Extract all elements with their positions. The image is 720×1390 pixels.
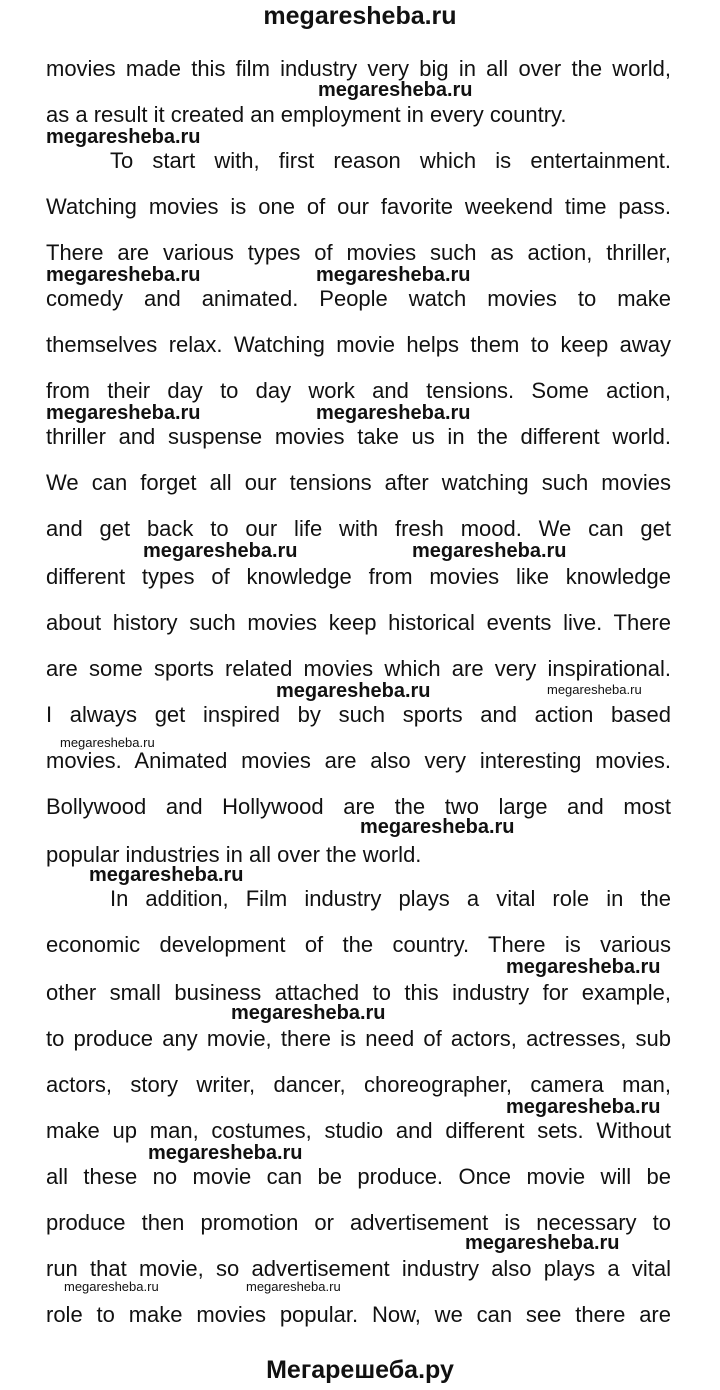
text-line: economic development of the country. There is various [46, 932, 671, 957]
watermark: megaresheba.ru [46, 402, 201, 424]
site-footer: Мегарешеба.ру [266, 1356, 454, 1384]
watermark: megaresheba.ru [316, 264, 471, 286]
watermark: megaresheba.ru [465, 1232, 620, 1254]
text-line: themselves relax. Watching movie helps them to keep away [46, 332, 671, 357]
watermark: megaresheba.ru [46, 126, 201, 148]
watermark: megaresheba.ru [506, 1096, 661, 1118]
text-line: role to make movies popular. Now, we can see there are [46, 1302, 671, 1327]
watermark: megaresheba.ru [231, 1002, 386, 1024]
watermark: megaresheba.ru [276, 680, 431, 702]
text-line: To start with, first reason which is entertainment. [110, 148, 671, 173]
watermark: megaresheba.ru [46, 264, 201, 286]
text-line: make up man, costumes, studio and different sets. Without [46, 1118, 671, 1143]
text-line: produce then promotion or advertisement is necessary to [46, 1210, 671, 1235]
watermark: megaresheba.ru [60, 735, 155, 750]
text-line: We can forget all our tensions after watching such movies [46, 470, 671, 495]
watermark: megaresheba.ru [547, 682, 642, 697]
text-line: other small business attached to this industry for example, [46, 980, 671, 1005]
text-line: actors, story writer, dancer, choreographer, camera man, [46, 1072, 671, 1097]
text-line: movies. Animated movies are also very interesting movies. [46, 748, 671, 773]
text-line: comedy and animated. People watch movies to make [46, 286, 671, 311]
text-line: run that movie, so advertisement industry also plays a vital [46, 1256, 671, 1281]
watermark: megaresheba.ru [412, 540, 567, 562]
watermark: megaresheba.ru [316, 402, 471, 424]
text-line: are some sports related movies which are very inspirational. [46, 656, 671, 681]
text-line: In addition, Film industry plays a vital role in the [110, 886, 671, 911]
text-line: popular industries in all over the world. [46, 842, 422, 867]
text-line: different types of knowledge from movies like knowledge [46, 564, 671, 589]
text-line: movies made this film industry very big in all over the world, [46, 56, 671, 81]
text-line: about history such movies keep historical events live. There [46, 610, 671, 635]
text-line: to produce any movie, there is need of actors, actresses, sub [46, 1026, 671, 1051]
watermark: megaresheba.ru [506, 956, 661, 978]
text-line: Bollywood and Hollywood are the two large and most [46, 794, 671, 819]
watermark: megaresheba.ru [246, 1279, 341, 1294]
text-line: There are various types of movies such as action, thriller, [46, 240, 671, 265]
text-line: and get back to our life with fresh mood. We can get [46, 516, 671, 541]
text-line: all these no movie can be produce. Once movie will be [46, 1164, 671, 1189]
watermark: megaresheba.ru [318, 79, 473, 101]
watermark: megaresheba.ru [143, 540, 298, 562]
text-line: as a result it created an employment in every country. [46, 102, 567, 127]
text-line: from their day to day work and tensions. Some action, [46, 378, 671, 403]
text-line: I always get inspired by such sports and action based [46, 702, 671, 727]
site-header: megaresheba.ru [263, 2, 457, 30]
watermark: megaresheba.ru [89, 864, 244, 886]
watermark: megaresheba.ru [148, 1142, 303, 1164]
text-line: thriller and suspense movies take us in the different world. [46, 424, 671, 449]
text-line: Watching movies is one of our favorite weekend time pass. [46, 194, 671, 219]
watermark: megaresheba.ru [64, 1279, 159, 1294]
watermark: megaresheba.ru [360, 816, 515, 838]
